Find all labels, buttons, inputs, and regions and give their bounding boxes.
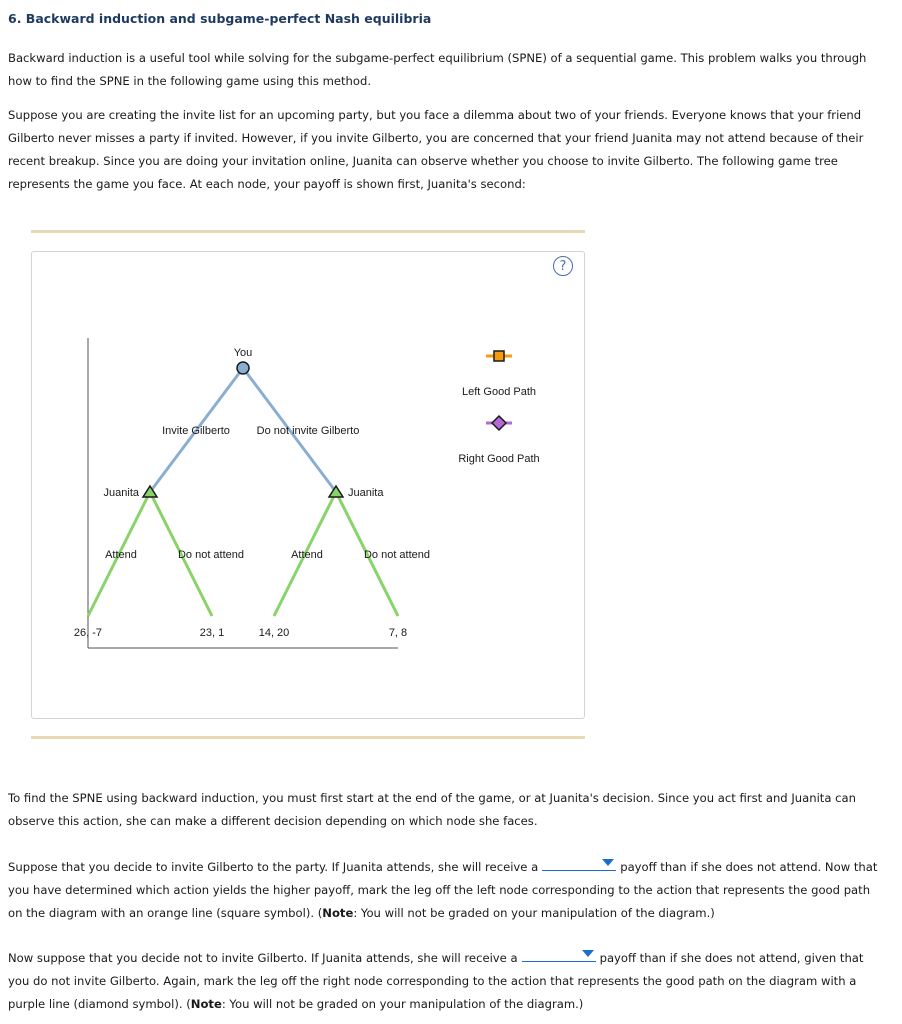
right-good-path-label: Right Good Path [458,453,540,465]
left-do-not-attend-label: Do not attend [177,549,245,561]
payoff-2: 23, 1 [199,627,225,639]
left-attend-label: Attend [105,549,137,561]
root-label: You [233,347,253,359]
intro-paragraph-2: Suppose you are creating the invite list for an upcoming party, but you face a dilemma about two of your friends. Everyone knows that your friend Gilberto never misses a party if invited. However, if you invite Gilberto, you are concerned that your friend Juanita may not attend because of their recent breakup. Since you are doing your invitation online, Juanita can observe whether you choose to invite Gilberto. The following game tree represents the game you face. At each node, your payoff is shown first, Juanita's second: [8,108,864,191]
help-icon[interactable]: ? [553,256,573,276]
q1-note-text: : You will not be graded on your manipulation of the diagram.) [353,906,715,920]
payoff-4: 7, 8 [388,627,408,639]
question-right-node [8,947,888,1016]
panel-bottom-divider [31,736,585,739]
right-attend-label: Attend [291,549,323,561]
q2-text-before: Now suppose that you decide not to invite Gilberto. If Juanita attends, she will receive a [8,951,518,965]
payoff-3: 14, 20 [258,627,290,639]
left-juanita-label: Juanita [103,487,139,499]
square-symbol-icon [494,351,504,361]
q1-note-label: Note [322,906,354,920]
q2-text-after: payoff than if she does not attend, given that you do not invite Gilberto. Again, mark the leg off the right node corresponding to the action that represents the good path on the diagram with a purple line (diamond symbol). ( [8,951,864,1011]
chevron-down-icon [582,950,594,957]
right-payoff-dropdown[interactable] [522,947,596,962]
right-do-not-attend-label: Do not attend [363,549,431,561]
payoff-1: 26, -7 [73,627,103,639]
invite-gilberto-label: Invite Gilberto [162,425,230,437]
right-juanita-label: Juanita [348,487,384,499]
q1-text-after: payoff than if she does not attend. Now that you have determined which action yields the higher payoff, mark the leg off the left node corresponding to the action that represents the good path on the diagram with an orange line (square symbol). ( [8,860,878,920]
intro-paragraph-1: Backward induction is a useful tool while solving for the subgame-perfect equilibrium (SPNE) of a sequential game. This problem walks you through how to find the SPNE in the following game using this method. [8,51,867,88]
q1-text-before: Suppose that you decide to invite Gilberto to the party. If Juanita attends, she will receive a [8,860,539,874]
left-good-path-label: Left Good Path [462,386,536,398]
right-good-path-tool[interactable] [458,416,539,465]
question-left-node [8,856,888,925]
do-not-invite-label: Do not invite Gilberto [256,425,360,437]
chevron-down-icon [602,859,614,866]
root-node-icon [237,362,249,374]
left-good-path-tool[interactable] [462,351,536,398]
diamond-symbol-icon [492,416,506,430]
left-payoff-dropdown[interactable] [542,856,616,871]
instruction-paragraph: To find the SPNE using backward induction, you must first start at the end of the game, or at Juanita's decision. Since you act first and Juanita can observe this action, she can make a different decision depending on which node she faces. [8,791,856,828]
q2-note-label: Note [190,997,222,1011]
question-title: 6. Backward induction and subgame-perfect Nash equilibria [8,11,432,26]
q2-note-text: : You will not be graded on your manipulation of the diagram.) [221,997,584,1011]
